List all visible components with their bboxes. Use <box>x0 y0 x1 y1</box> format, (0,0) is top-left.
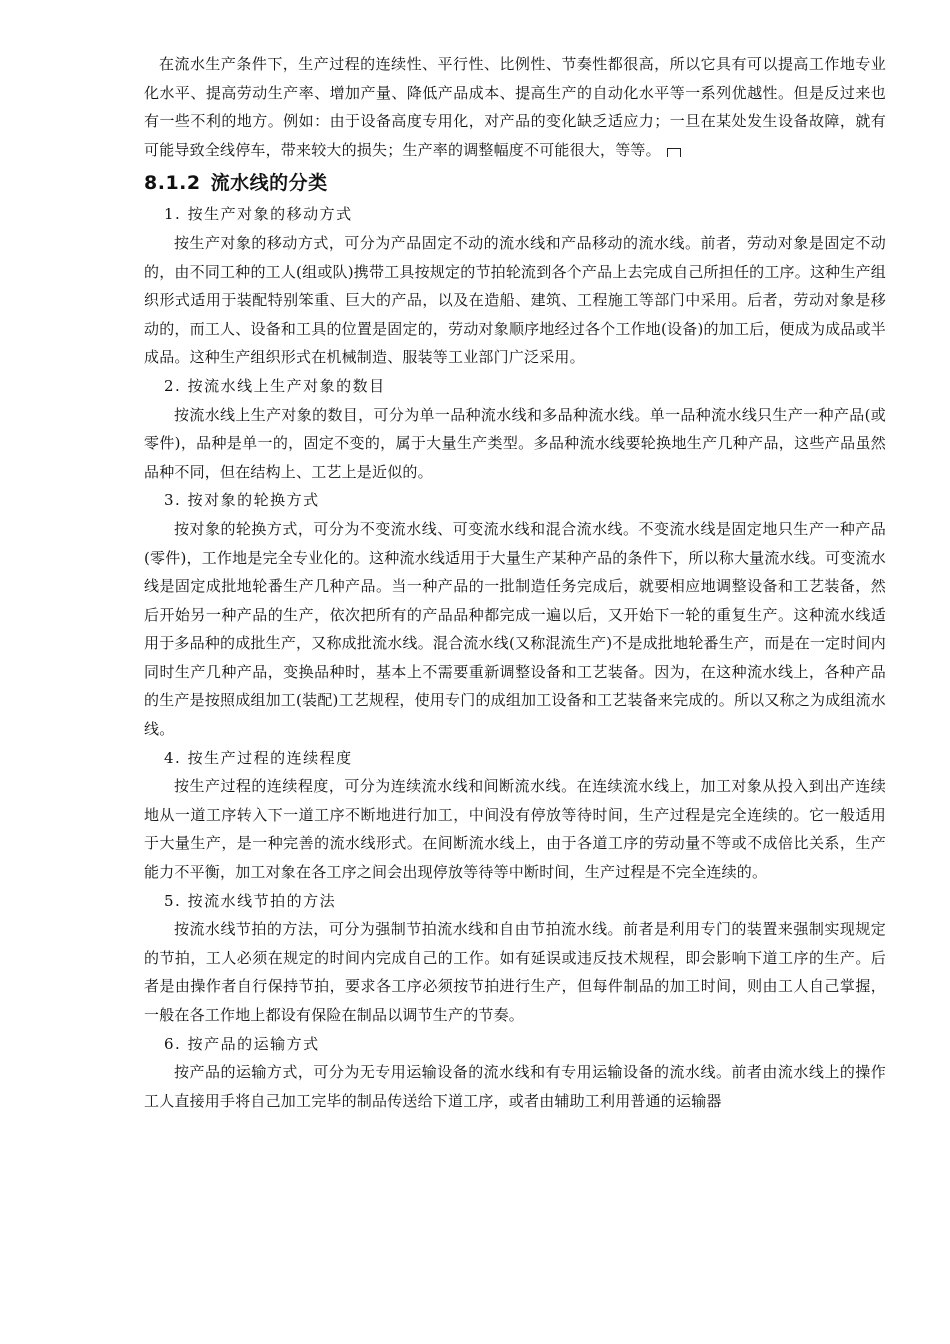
subsection-1 <box>144 200 886 372</box>
subsection-body: 按流水线上生产对象的数目，可分为单一品种流水线和多品种流水线。单一品种流水线只生产一种产品(或零件)，品种是单一的，固定不变的，属于大量生产类型。多品种流水线要轮换地生产几种产品，这些产品虽然品种不同，但在结构上、工艺上是近似的。 <box>144 405 886 481</box>
section-title: 流水线的分类 <box>210 172 328 195</box>
subsection-heading: 6. 按产品的运输方式 <box>164 1034 320 1053</box>
subsection-2 <box>144 372 886 486</box>
subsection-heading: 2. 按流水线上生产对象的数目 <box>164 376 386 395</box>
subsection-heading: 4. 按生产过程的连续程度 <box>164 748 353 767</box>
subsection-body: 按对象的轮换方式，可分为不变流水线、可变流水线和混合流水线。不变流水线是固定地只生产一种产品(零件)，工作地是完全专业化的。这种流水线适用于大量生产某种产品的条件下，所以称大量流水线。可变流水线是固定成批地轮番生产几种产品。当一种产品的一批制造任务完成后，就要相应地调整设备和工艺装备，然后开始另一种产品的生产，依次把所有的产品品种都完成一遍以后，又开始下一轮的重复生产。这种流水线适用于多品种的成批生产，又称成批流水线。混合流水线(又称混流生产)不是成批地轮番生产，而是在一定时间内同时生产几种产品，变换品种时，基本上不需要重新调整设备和工艺装备。因为，在这种流水线上，各种产品的生产是按照成组加工(装配)工艺规程，使用专门的成组加工设备和工艺装备来完成的。所以又称之为成组流水线。 <box>144 519 886 739</box>
subsection-body: 按流水线节拍的方法，可分为强制节拍流水线和自由节拍流水线。前者是利用专门的装置来强制实现规定的节拍，工人必须在规定的时间内完成自己的工作。如有延误或违反技术规程，即会影响下道工序的生产。后者是由操作者自行保持节拍，要求各工序必须按节拍进行生产，但每件制品的加工时间，则由工人自己掌握，一般在各工作地上都设有保险在制品以调节生产的节奏。 <box>144 920 886 1024</box>
paragraph-mark-icon <box>667 148 681 157</box>
subsection-5 <box>144 887 886 1030</box>
subsection-body: 按生产对象的移动方式，可分为产品固定不动的流水线和产品移动的流水线。前者，劳动对象是固定不动的，由不同工种的工人(组或队)携带工具按规定的节拍轮流到各个产品上去完成自己所担任的工序。这种生产组织形式适用于装配特别笨重、巨大的产品，以及在造船、建筑、工程施工等部门中采用。后者，劳动对象是移动的，而工人、设备和工具的位置是固定的，劳动对象顺序地经过各个工作地(设备)的加工后，便成为成品或半成品。这种生产组织形式在机械制造、服装等工业部门广泛采用。 <box>144 233 886 367</box>
intro-paragraph <box>144 50 886 164</box>
section-heading <box>144 168 886 198</box>
subsection-4 <box>144 744 886 887</box>
intro-text: 在流水生产条件下，生产过程的连续性、平行性、比例性、节奏性都很高，所以它具有可以提高工作地专业化水平、提高劳动生产率、增加产量、降低产品成本、提高生产的自动化水平等一系列优越性。但是反过来也有一些不利的地方。例如：由于设备高度专用化，对产品的变化缺乏适应力；一旦在某处发生设备故障，就有可能导致全线停车，带来较大的损失；生产率的调整幅度不可能很大，等等。 <box>144 55 886 159</box>
subsection-3 <box>144 486 886 743</box>
subsection-heading: 1. 按生产对象的移动方式 <box>164 205 353 224</box>
subsection-body: 按生产过程的连续程度，可分为连续流水线和间断流水线。在连续流水线上，加工对象从投入到出产连续地从一道工序转入下一道工序不断地进行加工，中间没有停放等待时间，生产过程是完全连续的。它一般适用于大量生产，是一种完善的流水线形式。在间断流水线上，由于各道工序的劳动量不等或不成倍比关系，生产能力不平衡，加工对象在各工序之间会出现停放等待等中断时间，生产过程是不完全连续的。 <box>144 777 886 882</box>
section-number: 8.1.2 <box>144 172 201 195</box>
subsection-body: 按产品的运输方式，可分为无专用运输设备的流水线和有专用运输设备的流水线。前者由流水线上的操作工人直接用手将自己加工完毕的制品传送给下道工序，或者由辅助工利用普通的运输器 <box>144 1063 886 1110</box>
document-page <box>144 50 886 1115</box>
subsection-heading: 3. 按对象的轮换方式 <box>164 491 320 510</box>
subsection-6 <box>144 1030 886 1116</box>
subsection-heading: 5. 按流水线节拍的方法 <box>164 891 337 910</box>
